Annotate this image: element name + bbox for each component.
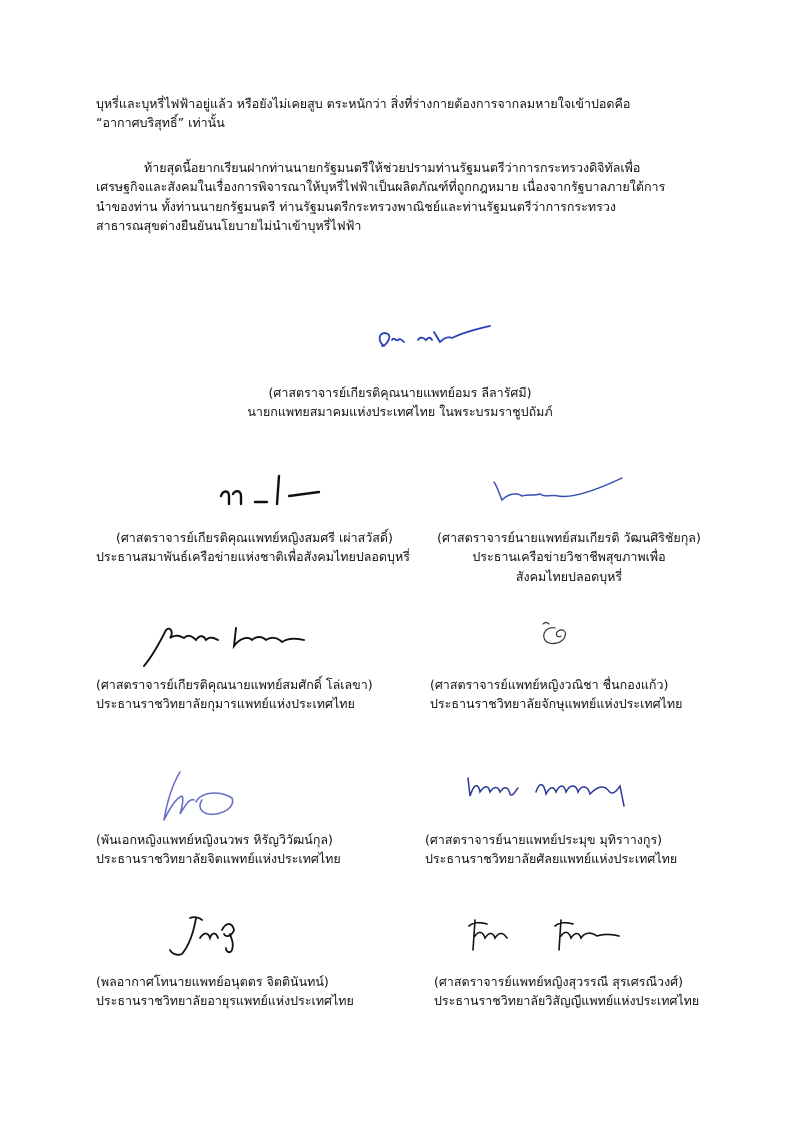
- signatory-position: ประธานราชวิทยาลัยกุมารแพทย์แห่งประเทศไทย: [96, 696, 355, 712]
- signatory-position: ประธานสมาพันธ์เครือข่ายแห่งชาติเพื่อสังคมไทยปลอดบุหรี่: [96, 549, 410, 565]
- signatory-block: [96, 528, 426, 567]
- signature-svg: [215, 468, 325, 512]
- text-line: เศรษฐกิจและสังคมในเรื่องการพิจารณาให้บุหรี่ไฟฟ้าเป็นผลิตภัณฑ์ที่ถูกกฎหมาย เนื่องจากรัฐบาลภายใต้การ: [96, 179, 666, 195]
- signatory-name: (ศาสตราจารย์แพทย์หญิงวณิชา ชื่นกองแก้ว): [430, 677, 669, 692]
- signature-svg: [150, 768, 240, 828]
- signature-svg: [160, 910, 250, 960]
- signatory-block: [425, 830, 715, 869]
- signature-image: [465, 912, 625, 952]
- signatory-position: ประธานราชวิทยาลัยจิตแพทย์แห่งประเทศไทย: [96, 851, 341, 867]
- signature-svg: [462, 770, 642, 810]
- signatory-block: [424, 528, 714, 586]
- signatory-name: (ศาสตราจารย์เกียรติคุณแพทย์หญิงสมศรี เผ่าสวัสดิ์): [116, 530, 393, 545]
- signature-image: [215, 468, 325, 512]
- signatory-position: ประธานเครือข่ายวิชาชีพสุขภาพเพื่อ: [472, 549, 666, 565]
- signature-svg: [465, 912, 625, 952]
- signatory-position: ประธานราชวิทยาลัยจักษุแพทย์แห่งประเทศไทย: [430, 696, 683, 712]
- text-line: “อากาศบริสุทธิ์” เท่านั้น: [96, 115, 225, 131]
- signatory-block: [96, 830, 396, 869]
- signature-svg: [372, 320, 502, 360]
- signature-image: [140, 618, 310, 672]
- signatory-name: (พันเอกหญิงแพทย์หญิงนวพร หิรัญวิวัฒน์กุล): [96, 832, 333, 847]
- signatory-position: ประธานราชวิทยาลัยวิสัญญีแพทย์แห่งประเทศไทย: [434, 993, 700, 1009]
- signatory-name: (ศาสตราจารย์เกียรติคุณนายแพทย์สมศักดิ์ โล่เลขา): [96, 677, 373, 692]
- text-line: สาธารณสุขต่างยืนยันนโยบายไม่นำเข้าบุหรี่ไฟฟ้า: [96, 218, 362, 234]
- signatory-block: [96, 972, 396, 1011]
- signature-image: [150, 768, 240, 828]
- text-line: ท้ายสุดนี้อยากเรียนฝากท่านนายกรัฐมนตรีให้ช่วยปรามท่านรัฐมนตรีว่าการกระทรวงดิจิทัลเพื่อ: [144, 160, 641, 175]
- signature-image: [535, 618, 575, 652]
- signatory-name: (ศาสตราจารย์นายแพทย์สมเกียรติ วัฒนศิริชัยกุล): [437, 530, 701, 545]
- signatory-name: (ศาสตราจารย์นายแพทย์ประมุข มุทิราางกูร): [425, 832, 663, 847]
- signatory-position: สังคมไทยปลอดบุหรี่: [515, 568, 623, 584]
- signatory-block: [230, 383, 570, 422]
- signatory-name: (ศาสตราจารย์เกียรติคุณนายแพทย์อมร ลีลารัศมี): [268, 385, 532, 400]
- signatory-position: ประธานราชวิทยาลัยศัลยแพทย์แห่งประเทศไทย: [425, 851, 678, 867]
- signatory-block: [96, 675, 396, 714]
- signature-svg: [488, 474, 628, 508]
- signature-image: [372, 320, 502, 360]
- text-line: บุหรี่และบุหรี่ไฟฟ้าอยู่แล้ว หรือยังไม่เคยสูบ ตระหนักว่า สิ่งที่ร่างกายต้องการจากลมหายใจเข้าปอดคือ: [96, 96, 631, 111]
- signatory-block: [430, 675, 720, 714]
- signature-image: [462, 770, 642, 810]
- signatory-name: (พลอากาศโทนายแพทย์อนุตตร จิตตินันทน์): [96, 974, 329, 989]
- signatory-position: นายกแพทยสมาคมแห่งประเทศไทย ในพระบรมราชูปถัมภ์: [247, 404, 553, 420]
- text-line: นำของท่าน ทั้งท่านนายกรัฐมนตรี ท่านรัฐมนตรีกระทรวงพาณิชย์และท่านรัฐมนตรีว่าการกระทรวง: [96, 198, 616, 214]
- intro-paragraph: [96, 94, 708, 133]
- closing-paragraph: [96, 158, 708, 236]
- signatory-block: [434, 972, 724, 1011]
- signature-image: [488, 474, 628, 508]
- signatory-name: (ศาสตราจารย์แพทย์หญิงสุวรรณี สุรเศรณีวงศ์): [434, 974, 683, 989]
- signatory-position: ประธานราชวิทยาลัยอายุรแพทย์แห่งประเทศไทย: [96, 993, 354, 1009]
- signature-svg: [140, 618, 310, 672]
- signature-svg: [535, 618, 575, 652]
- signature-image: [160, 910, 250, 960]
